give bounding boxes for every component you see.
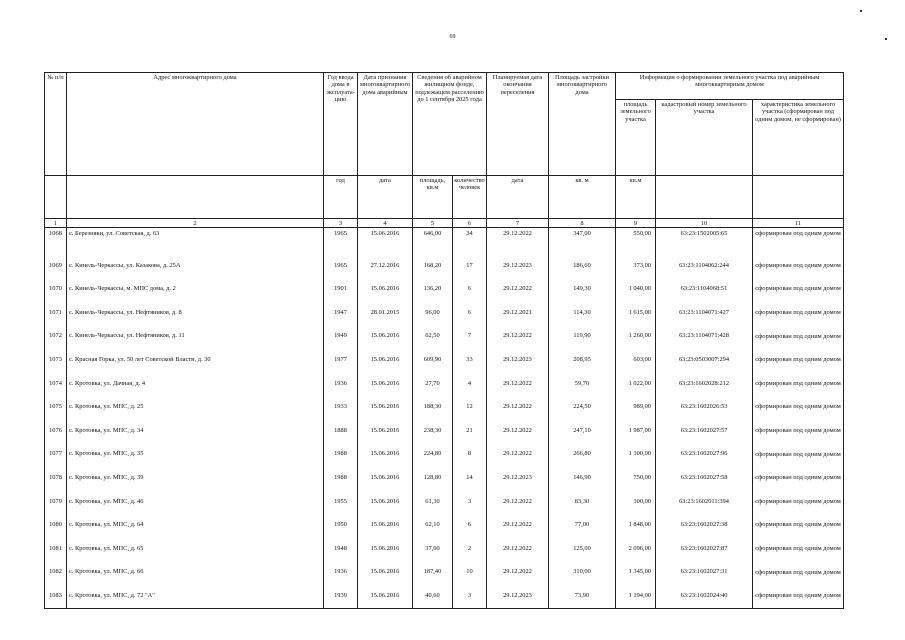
row-number: 1076	[45, 419, 67, 443]
address-cell: с. Кротовка, ул. МПС, д. 64	[67, 513, 324, 537]
planned-date-cell: 29.12.2022	[487, 228, 549, 254]
row-number: 1077	[45, 442, 67, 466]
year-built-cell: 1939	[324, 584, 358, 608]
year-built-cell: 1933	[324, 395, 358, 419]
address-cell: с. Кинель-Черкассы, ул. Казакова, д. 25А	[67, 254, 324, 278]
area-cell: 27,70	[413, 372, 453, 396]
planned-date-cell: 29.12.2023	[487, 584, 549, 608]
building-area-cell: 114,30	[549, 301, 616, 325]
building-area-cell: 73,90	[549, 584, 616, 608]
table-body	[45, 228, 844, 609]
row-number: 1078	[45, 466, 67, 490]
year-built-cell: 1955	[324, 490, 358, 514]
header-cadastral: кадастровый номер земельного участка	[656, 100, 753, 176]
recognition-date-cell: 28.01.2015	[358, 301, 413, 325]
unit-area: площадь, кв.м	[413, 176, 453, 219]
building-area-cell: 224,50	[549, 395, 616, 419]
unit-sq-m2: кв.м	[616, 176, 656, 219]
people-count-cell: 8	[453, 442, 487, 466]
header-land-area: площадь земельного участка	[616, 100, 656, 176]
building-area-cell: 146,90	[549, 466, 616, 490]
row-number: 1079	[45, 490, 67, 514]
land-characteristic-cell: сформирован под одним домом	[753, 584, 844, 608]
column-number: 10	[656, 219, 753, 228]
land-area-cell: 2 096,00	[616, 537, 656, 561]
year-built-cell: 1965	[324, 228, 358, 254]
people-count-cell: 3	[453, 490, 487, 514]
building-area-cell: 208,95	[549, 348, 616, 372]
table-row	[45, 490, 844, 514]
address-cell: с. Кинель-Черкассы, ул. Нефтяников, д. 8	[67, 301, 324, 325]
address-cell: с. Кротовка, ул. Дачная, д. 4	[67, 372, 324, 396]
cadastral-number-cell: 63:23:1602027:38	[656, 513, 753, 537]
table-row	[45, 324, 844, 348]
address-cell: с. Кротовка, ул. МПС, д. 65	[67, 537, 324, 561]
column-number: 5	[413, 219, 453, 228]
planned-date-cell: 29.12.2022	[487, 277, 549, 301]
recognition-date-cell: 15.06.2016	[358, 490, 413, 514]
row-number: 1075	[45, 395, 67, 419]
year-built-cell: 1965	[324, 254, 358, 278]
header-year-built: Год ввода дома в эксплуата-цию	[324, 73, 358, 176]
planned-date-cell: 29.12.2021	[487, 301, 549, 325]
year-built-cell: 1977	[324, 348, 358, 372]
land-area-cell: 300,00	[616, 490, 656, 514]
land-area-cell: 1 345,00	[616, 560, 656, 584]
table-row	[45, 395, 844, 419]
header-land-info: Информация о формировании земельного участка под аварийным многоквартирным домом	[616, 73, 844, 100]
land-characteristic-cell: сформирован под одним домом	[753, 419, 844, 443]
building-area-cell: 347,00	[549, 228, 616, 254]
address-cell: с. Березняки, ул. Советская, д. 63	[67, 228, 324, 254]
row-number: 1072	[45, 324, 67, 348]
land-characteristic-cell: сформирован под одним домом	[753, 372, 844, 396]
cadastral-number-cell: 63:23:1104068:51	[656, 277, 753, 301]
people-count-cell: 12	[453, 395, 487, 419]
planned-date-cell: 29.12.2022	[487, 537, 549, 561]
people-count-cell: 4	[453, 372, 487, 396]
building-area-cell: 125,00	[549, 537, 616, 561]
row-number: 1071	[45, 301, 67, 325]
recognition-date-cell: 15.06.2016	[358, 348, 413, 372]
cadastral-number-cell: 63:23:1602027:58	[656, 466, 753, 490]
emergency-housing-table	[44, 72, 844, 609]
planned-date-cell: 29.12.2022	[487, 490, 549, 514]
column-number: 7	[487, 219, 549, 228]
cadastral-number-cell: 63:23:1602026:53	[656, 395, 753, 419]
year-built-cell: 1950	[324, 513, 358, 537]
planned-date-cell: 29.12.2022	[487, 395, 549, 419]
table-row	[45, 513, 844, 537]
planned-date-cell: 29.12.2022	[487, 419, 549, 443]
building-area-cell: 149,30	[549, 277, 616, 301]
area-cell: 187,40	[413, 560, 453, 584]
address-cell: с. Кротовка, ул. МПС, д. 25	[67, 395, 324, 419]
table-row	[45, 348, 844, 372]
year-built-cell: 1936	[324, 560, 358, 584]
header-land-char: характеристика земельного участка (сформирован под одним домом, не сформирован)	[753, 100, 844, 176]
building-area-cell: 310,00	[549, 560, 616, 584]
building-area-cell: 119,90	[549, 324, 616, 348]
unit-plan-date: дата	[487, 176, 549, 219]
header-planned-date: Планируемая дата окончания переселения	[487, 73, 549, 176]
building-area-cell: 186,60	[549, 254, 616, 278]
land-area-cell: 1 040,00	[616, 277, 656, 301]
cadastral-number-cell: 63:23:1602027:87	[656, 537, 753, 561]
recognition-date-cell: 15.06.2016	[358, 395, 413, 419]
people-count-cell: 17	[453, 254, 487, 278]
land-characteristic-cell: сформирован под одним домом	[753, 490, 844, 514]
people-count-cell: 6	[453, 277, 487, 301]
recognition-date-cell: 15.06.2016	[358, 324, 413, 348]
address-cell: с. Кротовка, ул. МПС, д. 72 "А"	[67, 584, 324, 608]
recognition-date-cell: 15.06.2016	[358, 466, 413, 490]
scan-speck	[885, 38, 887, 40]
recognition-date-cell: 15.06.2016	[358, 372, 413, 396]
land-characteristic-cell: сформирован под одним домом	[753, 395, 844, 419]
year-built-cell: 1988	[324, 442, 358, 466]
land-area-cell: 1 194,00	[616, 584, 656, 608]
column-number: 2	[67, 219, 324, 228]
table-row	[45, 442, 844, 466]
land-characteristic-cell: сформирован под одним домом	[753, 513, 844, 537]
row-number: 1080	[45, 513, 67, 537]
planned-date-cell: 29.12.2022	[487, 560, 549, 584]
header-fund-info: Сведения об аварийном жилищном фонде, подлежащем расселению до 1 сентября 2025 года	[413, 73, 487, 176]
people-count-cell: 7	[453, 324, 487, 348]
land-area-cell: 1 260,00	[616, 324, 656, 348]
land-area-cell: 750,00	[616, 466, 656, 490]
scan-speck	[860, 10, 862, 12]
cadastral-number-cell: 63:23:1104071:427	[656, 301, 753, 325]
cadastral-number-cell: 63:23:1502005:65	[656, 228, 753, 254]
building-area-cell: 59,70	[549, 372, 616, 396]
area-cell: 128,80	[413, 466, 453, 490]
recognition-date-cell: 15.06.2016	[358, 228, 413, 254]
table-row	[45, 254, 844, 278]
land-area-cell: 550,00	[616, 228, 656, 254]
people-count-cell: 33	[453, 348, 487, 372]
year-built-cell: 1901	[324, 277, 358, 301]
table-row	[45, 560, 844, 584]
cadastral-number-cell: 63:23:1104062:244	[656, 254, 753, 278]
people-count-cell: 14	[453, 466, 487, 490]
people-count-cell: 10	[453, 560, 487, 584]
page-number: 69	[449, 34, 456, 40]
people-count-cell: 3	[453, 584, 487, 608]
address-cell: с. Кинель-Черкассы, м. МПС дома, д. 2	[67, 277, 324, 301]
column-number: 8	[549, 219, 616, 228]
cadastral-number-cell: 63:23:1602027:57	[656, 419, 753, 443]
address-cell: с. Кинель-Черкассы, ул. Нефтяников, д. 11	[67, 324, 324, 348]
recognition-date-cell: 15.06.2016	[358, 537, 413, 561]
unit-people: количество человек	[453, 176, 487, 219]
people-count-cell: 34	[453, 228, 487, 254]
recognition-date-cell: 27.12.2016	[358, 254, 413, 278]
column-number: 11	[753, 219, 844, 228]
area-cell: 188,30	[413, 395, 453, 419]
area-cell: 224,80	[413, 442, 453, 466]
land-characteristic-cell: сформирован под одним домом	[753, 324, 844, 348]
column-number: 9	[616, 219, 656, 228]
land-area-cell: 1 022,00	[616, 372, 656, 396]
cadastral-number-cell: 63:23:1602028:212	[656, 372, 753, 396]
building-area-cell: 266,80	[549, 442, 616, 466]
land-characteristic-cell: сформирован под одним домом	[753, 228, 844, 254]
table-row	[45, 372, 844, 396]
unit-year: год	[324, 176, 358, 219]
year-built-cell: 1948	[324, 537, 358, 561]
planned-date-cell: 29.12.2022	[487, 442, 549, 466]
area-cell: 62,50	[413, 324, 453, 348]
column-number: 1	[45, 219, 67, 228]
land-characteristic-cell: сформирован под одним домом	[753, 466, 844, 490]
area-cell: 37,00	[413, 537, 453, 561]
area-cell: 61,30	[413, 490, 453, 514]
land-characteristic-cell: сформирован под одним домом	[753, 348, 844, 372]
recognition-date-cell: 15.06.2016	[358, 277, 413, 301]
land-area-cell: 1 987,00	[616, 419, 656, 443]
row-number: 1083	[45, 584, 67, 608]
year-built-cell: 1947	[324, 301, 358, 325]
table-row	[45, 419, 844, 443]
recognition-date-cell: 15.06.2016	[358, 584, 413, 608]
planned-date-cell: 29.12.2022	[487, 324, 549, 348]
cadastral-number-cell: 63:23:1602024:40	[656, 584, 753, 608]
header-address: Адрес многоквартирного дома	[67, 73, 324, 176]
unit-sq-m: кв. м	[549, 176, 616, 219]
land-area-cell: 603,00	[616, 348, 656, 372]
planned-date-cell: 29.12.2022	[487, 513, 549, 537]
cadastral-number-cell: 63:23:1602027:31	[656, 560, 753, 584]
row-number: 1070	[45, 277, 67, 301]
area-cell: 168,20	[413, 254, 453, 278]
table-row	[45, 466, 844, 490]
people-count-cell: 6	[453, 301, 487, 325]
year-built-cell: 1888	[324, 419, 358, 443]
area-cell: 136,20	[413, 277, 453, 301]
year-built-cell: 1936	[324, 372, 358, 396]
recognition-date-cell: 15.06.2016	[358, 560, 413, 584]
building-area-cell: 83,30	[549, 490, 616, 514]
land-characteristic-cell: сформирован под одним домом	[753, 560, 844, 584]
land-area-cell: 989,00	[616, 395, 656, 419]
table-row	[45, 537, 844, 561]
table-row	[45, 301, 844, 325]
address-cell: с. Кротовка, ул. МПС, д. 35	[67, 442, 324, 466]
table-row	[45, 277, 844, 301]
units-row	[45, 176, 844, 219]
land-characteristic-cell: сформирован под одним домом	[753, 277, 844, 301]
people-count-cell: 6	[453, 513, 487, 537]
cadastral-number-cell: 63:23:1602011:394	[656, 490, 753, 514]
address-cell: с. Кротовка, ул. МПС, д. 66	[67, 560, 324, 584]
area-cell: 646,00	[413, 228, 453, 254]
header-building-area: Площадь застройки многоквартирного дома	[549, 73, 616, 176]
land-characteristic-cell: сформирован под одним домом	[753, 254, 844, 278]
area-cell: 238,30	[413, 419, 453, 443]
header-recognition-date: Дата признания многоквартирного дома аварийным	[358, 73, 413, 176]
area-cell: 62,10	[413, 513, 453, 537]
year-built-cell: 1988	[324, 466, 358, 490]
planned-date-cell: 29.12.2023	[487, 254, 549, 278]
cadastral-number-cell: 63:23:1602027:96	[656, 442, 753, 466]
row-number: 1069	[45, 254, 67, 278]
address-cell: с. Кротовка, ул. МПС, д. 34	[67, 419, 324, 443]
row-number: 1073	[45, 348, 67, 372]
recognition-date-cell: 15.06.2016	[358, 442, 413, 466]
column-number: 3	[324, 219, 358, 228]
column-number: 4	[358, 219, 413, 228]
land-area-cell: 1 615,00	[616, 301, 656, 325]
table-row	[45, 228, 844, 254]
row-number: 1081	[45, 537, 67, 561]
year-built-cell: 1949	[324, 324, 358, 348]
column-numbers-row	[45, 219, 844, 228]
land-area-cell: 373,00	[616, 254, 656, 278]
building-area-cell: 77,00	[549, 513, 616, 537]
cadastral-number-cell: 63:23:0503007:294	[656, 348, 753, 372]
people-count-cell: 21	[453, 419, 487, 443]
table-row	[45, 584, 844, 608]
row-number: 1068	[45, 228, 67, 254]
land-area-cell: 1 848,00	[616, 513, 656, 537]
row-number: 1074	[45, 372, 67, 396]
area-cell: 40,60	[413, 584, 453, 608]
planned-date-cell: 29.12.2023	[487, 466, 549, 490]
land-area-cell: 1 300,00	[616, 442, 656, 466]
header-num: № п/п	[45, 73, 67, 176]
recognition-date-cell: 15.06.2016	[358, 513, 413, 537]
cadastral-number-cell: 63:23:1104071:428	[656, 324, 753, 348]
unit-date: дата	[358, 176, 413, 219]
column-number: 6	[453, 219, 487, 228]
row-number: 1082	[45, 560, 67, 584]
address-cell: с. Кротовка, ул. МПС, д. 46	[67, 490, 324, 514]
people-count-cell: 2	[453, 537, 487, 561]
land-characteristic-cell: сформирован под одним домом	[753, 537, 844, 561]
land-characteristic-cell: сформирован под одним домом	[753, 301, 844, 325]
building-area-cell: 247,10	[549, 419, 616, 443]
planned-date-cell: 29.12.2022	[487, 372, 549, 396]
land-characteristic-cell: сформирован под одним домом	[753, 442, 844, 466]
planned-date-cell: 29.12.2023	[487, 348, 549, 372]
area-cell: 96,00	[413, 301, 453, 325]
area-cell: 609,90	[413, 348, 453, 372]
address-cell: с. Кротовка, ул. МПС, д. 39	[67, 466, 324, 490]
address-cell: с. Красная Горка, ул. 50 лет Советской Власти, д. 30	[67, 348, 324, 372]
recognition-date-cell: 15.06.2016	[358, 419, 413, 443]
